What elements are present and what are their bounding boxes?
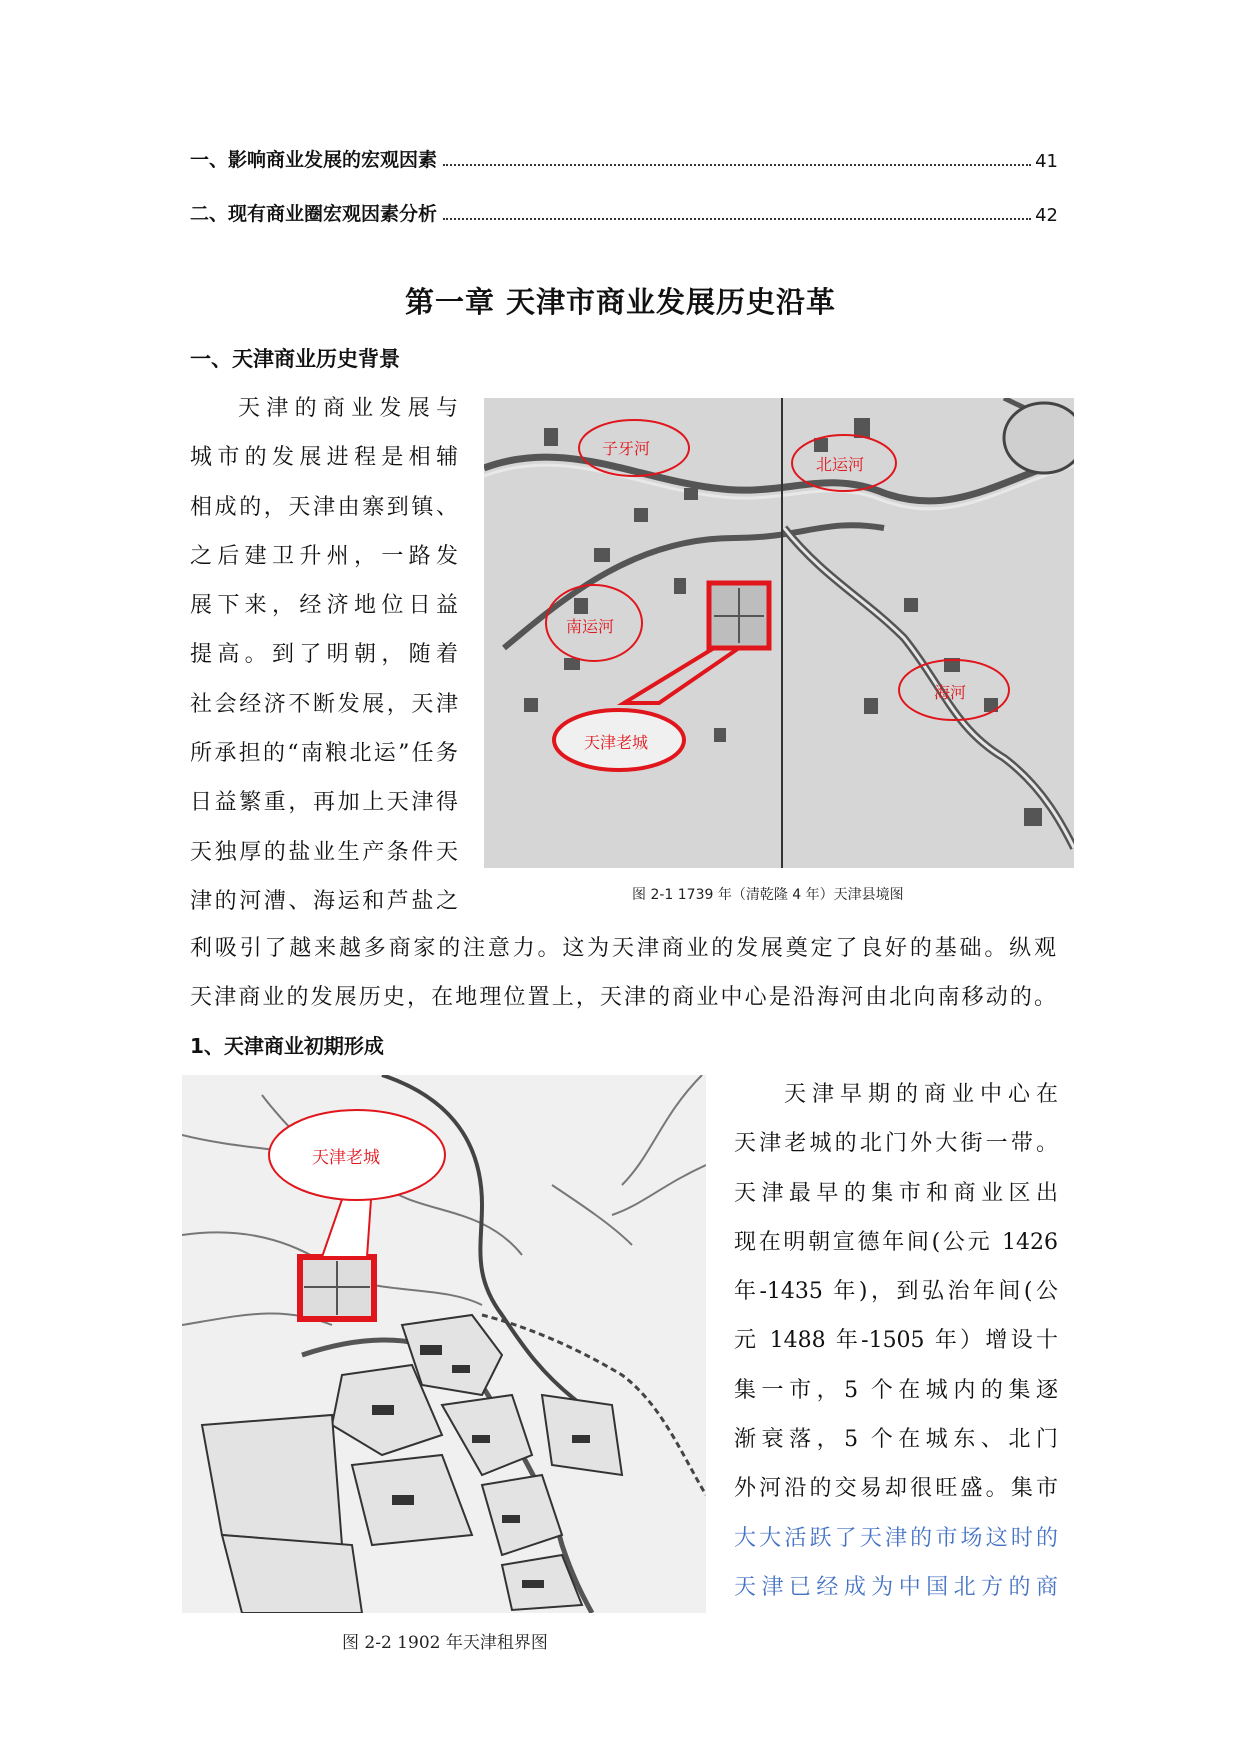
concession-map-drawing xyxy=(182,1075,706,1613)
paragraph-line: 利吸引了越来越多商家的注意力。这为天津商业的发展奠定了良好的基础。纵观 xyxy=(190,936,1056,961)
section-heading: 一、天津商业历史背景 xyxy=(190,347,400,371)
figure-tianjin-concessions-map-1902 xyxy=(182,1075,706,1613)
paragraph-line: 日益繁重，再加上天津得 xyxy=(190,790,458,816)
chapter-title: 第一章 天津市商业发展历史沿革 xyxy=(404,285,837,319)
toc-page-number: 42 xyxy=(1035,205,1058,226)
toc-leader-dots xyxy=(443,163,1031,166)
toc-entry-1[interactable] xyxy=(190,142,1058,172)
map-label-north-canal: 北运河 xyxy=(816,455,865,474)
section1-left-column xyxy=(190,384,458,926)
highlighted-line: 大大活跃了天津的市场这时的 xyxy=(734,1525,1058,1551)
paragraph-line: 天津老城的北门外大街一带。 xyxy=(734,1131,1058,1157)
paragraph-line: 集一市，5 个在城内的集逐 xyxy=(734,1377,1058,1403)
paragraph-line: 所承担的“南粮北运”任务 xyxy=(190,741,458,767)
paragraph-line: 社会经济不断发展，天津 xyxy=(190,691,458,717)
toc-entry-2[interactable] xyxy=(190,196,1058,226)
subsection-heading: 1、天津商业初期形成 xyxy=(190,1034,384,1058)
paragraph-line: 天津早期的商业中心在 xyxy=(784,1082,1058,1107)
paragraph-line: 之后建卫升州，一路发 xyxy=(190,543,458,569)
paragraph-line: 渐衰落，5 个在城东、北门 xyxy=(734,1427,1058,1453)
paragraph-line: 提高。到了明朝，随着 xyxy=(190,642,458,668)
toc-label: 一、影响商业发展的宏观因素 xyxy=(190,149,438,171)
map-label-old-city: 天津老城 xyxy=(312,1148,380,1168)
map-label-hai-river: 海河 xyxy=(934,683,967,702)
paragraph-line: 天津的商业发展与 xyxy=(238,396,458,421)
paragraph-line: 相成的，天津由寨到镇、 xyxy=(190,494,458,520)
highlighted-line: 天津已经成为中国北方的商 xyxy=(734,1574,1058,1600)
paragraph-line: 现在明朝宣德年间(公元 1426 xyxy=(734,1229,1058,1255)
paragraph-line: 外河沿的交易却很旺盛。集市 xyxy=(734,1476,1058,1502)
figure-tianjin-county-map-1739 xyxy=(484,398,1074,868)
paragraph-line: 年-1435 年)，到弘治年间(公 xyxy=(734,1279,1058,1305)
section2-right-column xyxy=(734,1070,1058,1612)
toc-label: 二、现有商业圈宏观因素分析 xyxy=(190,203,438,225)
paragraph-line: 城市的发展进程是相辅 xyxy=(190,445,458,471)
map-label-ziya-river: 子牙河 xyxy=(602,439,651,458)
map-label-south-canal: 南运河 xyxy=(566,617,615,636)
paragraph-line: 展下来，经济地位日益 xyxy=(190,593,458,619)
figure-caption: 图 2-1 1739 年（清乾隆 4 年）天津县境图 xyxy=(632,887,904,903)
toc-leader-dots xyxy=(443,217,1031,220)
section1-full-paragraph xyxy=(190,924,1056,1022)
paragraph-line: 元 1488 年-1505 年）增设十 xyxy=(734,1328,1058,1354)
paragraph-line: 天独厚的盐业生产条件天 xyxy=(190,839,458,865)
paragraph-line: 天津最早的集市和商业区出 xyxy=(734,1180,1058,1206)
paragraph-line: 天津商业的发展历史，在地理位置上，天津的商业中心是沿海河由北向南移动的。 xyxy=(190,985,1056,1010)
figure-caption: 图 2-2 1902 年天津租界图 xyxy=(342,1633,548,1653)
paragraph-line: 津的河漕、海运和芦盐之 xyxy=(190,888,458,914)
map-label-old-city: 天津老城 xyxy=(584,733,649,752)
toc-page-number: 41 xyxy=(1035,151,1058,172)
